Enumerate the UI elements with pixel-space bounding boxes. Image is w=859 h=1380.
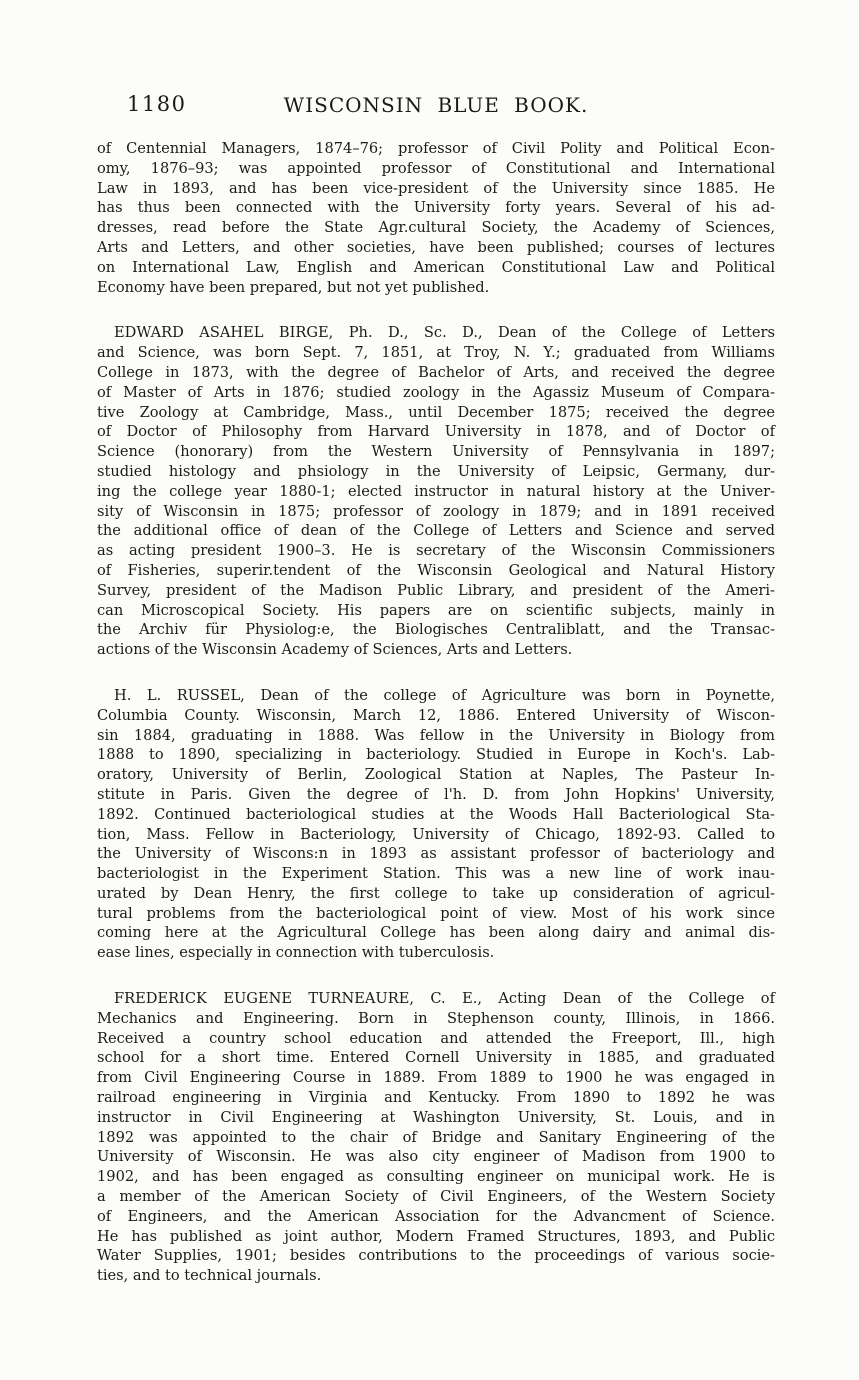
text-line: ease lines, especially in connection with tuberculosis. bbox=[97, 944, 495, 962]
text-line: Economy have been prepared, but not yet published. bbox=[97, 278, 490, 296]
text-line: Columbia County. Wisconsin, March 12, 1886. Entered University of Wiscon- bbox=[97, 706, 775, 724]
text-line: ing the college year 1880-1; elected instructor in natural history at the Univer- bbox=[97, 482, 775, 500]
text-line: H. L. RUSSEL, Dean of the college of Agriculture was born in Poynette, bbox=[114, 686, 775, 704]
text-line: EDWARD ASAHEL BIRGE, Ph. D., Sc. D., Dean of the College of Letters bbox=[114, 324, 775, 342]
text-line: dresses, read before the State Agr.cultural Society, the Academy of Sciences, bbox=[97, 219, 775, 237]
text-line: oratory, University of Berlin, Zoological Station at Naples, The Pasteur In- bbox=[97, 766, 775, 784]
text-line: 1892 was appointed to the chair of Bridge and Sanitary Engineering of the bbox=[97, 1128, 775, 1146]
text-line: 1888 to 1890, specializing in bacteriology. Studied in Europe in Koch's. Lab- bbox=[97, 746, 775, 764]
text-line: of Fisheries, superir.tendent of the Wisconsin Geological and Natural History bbox=[97, 561, 775, 579]
text-line: from Civil Engineering Course in 1889. From 1889 to 1900 he was engaged in bbox=[97, 1069, 775, 1087]
text-line: Law in 1893, and has been vice-president of the University since 1885. He bbox=[97, 179, 775, 197]
text-line: of Engineers, and the American Association for the Advancment of Science. bbox=[97, 1207, 775, 1225]
text-line: a member of the American Society of Civil Engineers, of the Western Society bbox=[97, 1188, 775, 1206]
text-line: as acting president 1900–3. He is secretary of the Wisconsin Commissioners bbox=[97, 542, 775, 560]
text-line: Science (honorary) from the Western University of Pennsylvania in 1897; bbox=[97, 443, 775, 461]
text-line: College in 1873, with the degree of Bachelor of Arts, and received the degree bbox=[97, 363, 775, 381]
text-line: Survey, president of the Madison Public Library, and president of the Ameri- bbox=[97, 581, 775, 599]
text-line: studied histology and phsiology in the University of Leipsic, Germany, dur- bbox=[97, 462, 775, 480]
paragraph-birge bbox=[97, 323, 775, 660]
text-line: Water Supplies, 1901; besides contributions to the proceedings of various socie- bbox=[97, 1247, 775, 1265]
text-line: Received a country school education and attended the Freeport, Ill., high bbox=[97, 1029, 775, 1047]
text-line: actions of the Wisconsin Academy of Sciences, Arts and Letters. bbox=[97, 641, 573, 659]
text-line: urated by Dean Henry, the first college to take up consideration of agricul- bbox=[97, 884, 775, 902]
text-line: instructor in Civil Engineering at Washington University, St. Louis, and in bbox=[97, 1108, 775, 1126]
text-line: He has published as joint author, Modern Framed Structures, 1893, and Public bbox=[97, 1227, 775, 1245]
biography-paragraphs bbox=[97, 139, 775, 1286]
text-line: and Science, was born Sept. 7, 1851, at Troy, N. Y.; graduated from Williams bbox=[97, 344, 775, 362]
text-line: 1902, and has been engaged as consulting engineer on municipal work. He is bbox=[97, 1168, 775, 1186]
text-line: Arts and Letters, and other societies, have been published; courses of lectures bbox=[97, 238, 775, 256]
text-line: sin 1884, graduating in 1888. Was fellow in the University in Biology from bbox=[97, 726, 775, 744]
text-line: of Master of Arts in 1876; studied zoology in the Agassiz Museum of Compara- bbox=[97, 383, 775, 401]
text-line: omy, 1876–93; was appointed professor of Constitutional and International bbox=[97, 159, 775, 177]
text-line: of Doctor of Philosophy from Harvard University in 1878, and of Doctor of bbox=[97, 423, 775, 441]
text-line: ties, and to technical journals. bbox=[97, 1267, 322, 1285]
text-line: the additional office of dean of the College of Letters and Science and served bbox=[97, 522, 775, 540]
paragraph-continuation bbox=[97, 139, 775, 297]
page-number: 1180 bbox=[127, 92, 187, 116]
paragraph-turneaure bbox=[97, 989, 775, 1286]
text-line: tion, Mass. Fellow in Bacteriology, University of Chicago, 1892-93. Called to bbox=[97, 825, 775, 843]
page-header bbox=[97, 92, 775, 120]
text-line: school for a short time. Entered Cornell University in 1885, and graduated bbox=[97, 1049, 775, 1067]
text-line: Mechanics and Engineering. Born in Stephenson county, Illinois, in 1866. bbox=[97, 1009, 775, 1027]
text-line: tive Zoology at Cambridge, Mass., until December 1875; received the degree bbox=[97, 403, 775, 421]
text-line: stitute in Paris. Given the degree of l'h. D. from John Hopkins' University, bbox=[97, 785, 775, 803]
text-line: University of Wisconsin. He was also city engineer of Madison from 1900 to bbox=[97, 1148, 775, 1166]
text-line: can Microscopical Society. His papers are on scientific subjects, mainly in bbox=[97, 601, 775, 619]
text-line: the Archiv für Physiolog:e, the Biologisches Centraliblatt, and the Transac- bbox=[97, 621, 775, 639]
text-line: FREDERICK EUGENE TURNEAURE, C. E., Acting Dean of the College of bbox=[114, 990, 775, 1008]
text-line: coming here at the Agricultural College has been along dairy and animal dis- bbox=[97, 924, 775, 942]
text-line: railroad engineering in Virginia and Kentucky. From 1890 to 1892 he was bbox=[97, 1089, 775, 1107]
paragraph-russel bbox=[97, 686, 775, 963]
text-line: has thus been connected with the University forty years. Several of his ad- bbox=[97, 199, 775, 217]
text-line: of Centennial Managers, 1874–76; professor of Civil Polity and Political Econ- bbox=[97, 140, 775, 157]
text-line: sity of Wisconsin in 1875; professor of zoology in 1879; and in 1891 received bbox=[97, 502, 775, 520]
running-title: WISCONSIN BLUE BOOK. bbox=[283, 93, 589, 117]
text-line: the University of Wiscons:n in 1893 as assistant professor of bacteriology and bbox=[97, 845, 775, 863]
text-line: bacteriologist in the Experiment Station. This was a new line of work inau- bbox=[97, 865, 775, 883]
text-line: on International Law, English and American Constitutional Law and Political bbox=[97, 258, 775, 276]
text-line: 1892. Continued bacteriological studies at the Woods Hall Bacteriological Sta- bbox=[97, 805, 775, 823]
text-line: tural problems from the bacteriological point of view. Most of his work since bbox=[97, 904, 775, 922]
